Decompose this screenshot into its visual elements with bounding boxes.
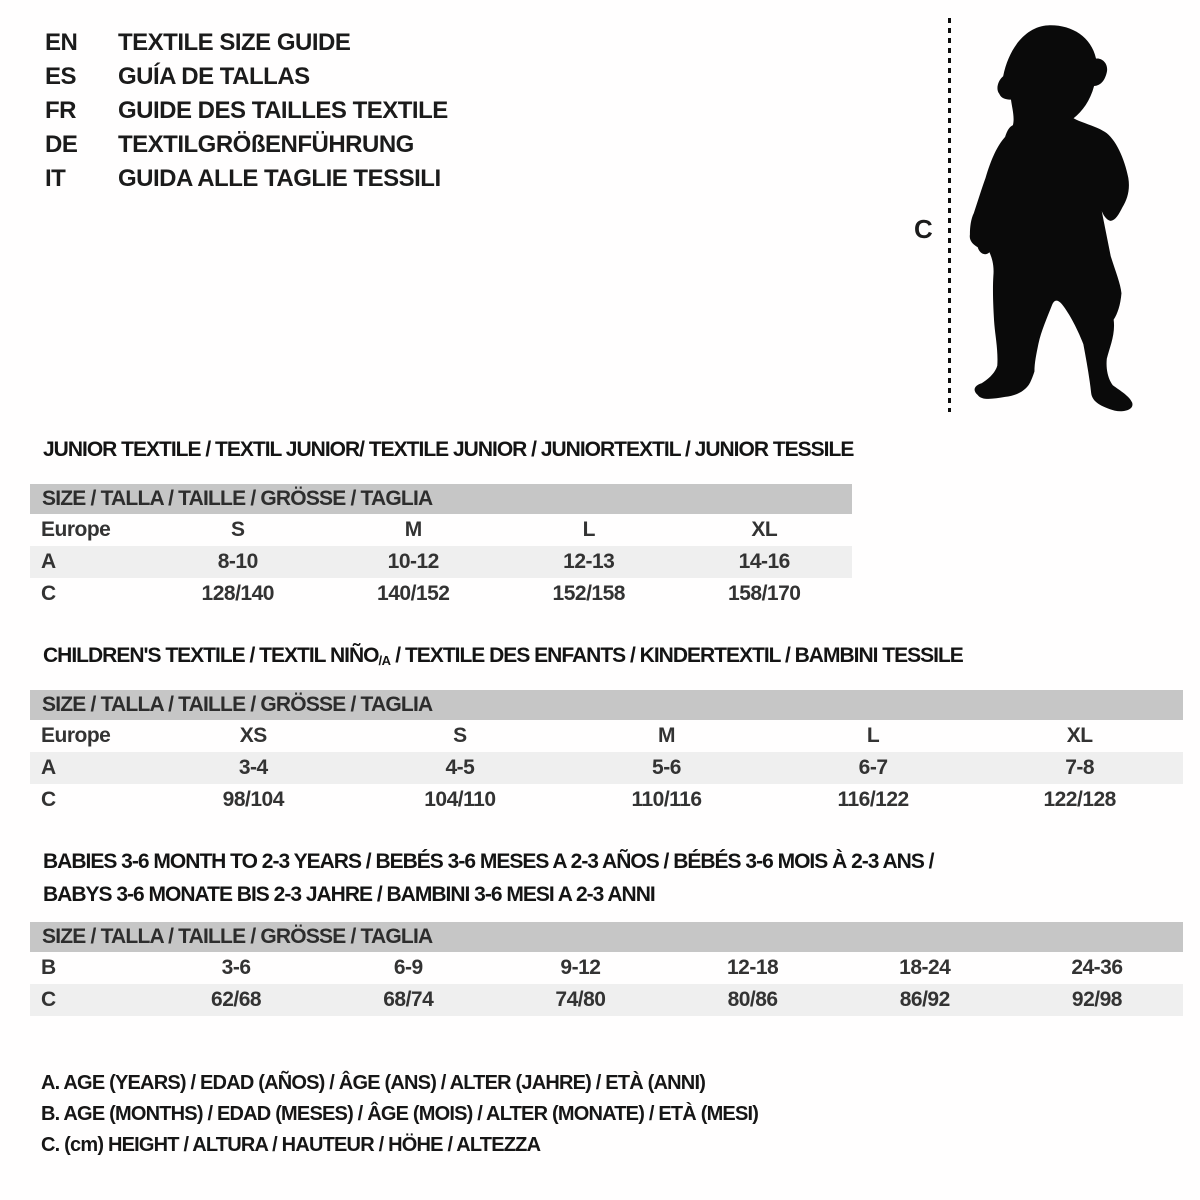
table-cell: 122/128 [1043,788,1116,811]
row-label: Europe [41,724,111,747]
children-size-table [30,690,1183,816]
babies-heading-line1: BABIES 3-6 MONTH TO 2-3 YEARS / BEBÉS 3-6 MESES A 2-3 AÑOS / BÉBÉS 3-6 MOIS À 2-3 ANS / [43,850,934,873]
table-cell: 3-6 [221,956,251,979]
language-code: DE [45,131,78,158]
language-row [45,60,448,94]
table-cell: M [657,724,675,747]
row-label: A [41,756,56,779]
height-measure-label: C [914,214,933,244]
language-title: GUIDA ALLE TAGLIE TESSILI [118,165,441,192]
table-cell: XS [239,724,267,747]
table-cell: 74/80 [555,988,606,1011]
table-cell: XL [751,518,778,541]
row-label: Europe [41,518,111,541]
table-cell: L [582,518,595,541]
language-code: ES [45,63,77,90]
note-age-months: B. AGE (MONTHS) / EDAD (MESES) / ÂGE (MOIS) / ALTER (MONATE) / ETÀ (MESI) [41,1103,759,1125]
table-row [30,784,1183,816]
height-measure-dashed-line [948,18,951,412]
children-heading-sub: /A [378,653,391,668]
table-cell: 68/74 [383,988,434,1011]
table-cell: 92/98 [1071,988,1122,1011]
table-cell: M [404,518,422,541]
language-row [45,26,448,60]
babies-section-heading [43,845,934,911]
table-cell: 3-4 [238,756,268,779]
language-code: IT [45,165,66,192]
table-row [30,752,1183,784]
language-row [45,94,448,128]
table-cell: 18-24 [899,956,951,979]
children-section-heading [43,644,963,668]
table-cell: XL [1066,724,1093,747]
row-label: C [41,582,56,605]
junior-size-table [30,484,852,610]
table-cell: S [453,724,467,747]
size-table-header: SIZE / TALLA / TAILLE / GRÖSSE / TAGLIA [30,922,1183,952]
table-cell: 7-8 [1065,756,1095,779]
table-cell: 10-12 [387,550,439,573]
size-table-header: SIZE / TALLA / TAILLE / GRÖSSE / TAGLIA [30,484,852,514]
table-cell: 140/152 [377,582,450,605]
table-cell: 80/86 [727,988,778,1011]
table-cell: 9-12 [560,956,601,979]
row-label: C [41,788,56,811]
toddler-silhouette-icon [966,20,1142,414]
table-cell: 24-36 [1071,956,1123,979]
table-cell: 158/170 [728,582,801,605]
table-cell: 14-16 [738,550,790,573]
table-row [30,546,852,578]
table-cell: 152/158 [552,582,625,605]
table-cell: 104/110 [424,788,496,811]
table-cell: 110/116 [631,788,702,811]
table-cell: 4-5 [445,756,475,779]
language-code: FR [45,97,76,124]
language-title: GUÍA DE TALLAS [118,63,310,90]
table-cell: L [866,724,880,747]
legend-notes [41,1068,758,1161]
note-age-years: A. AGE (YEARS) / EDAD (AÑOS) / ÂGE (ANS) / ALTER (JAHRE) / ETÀ (ANNI) [41,1072,706,1094]
table-cell: 116/122 [837,788,909,811]
babies-heading-line2: BABYS 3-6 MONATE BIS 2-3 JAHRE / BAMBINI 3-6 MESI A 2-3 ANNI [43,883,655,906]
babies-size-table [30,922,1183,1016]
row-label: A [41,550,56,573]
table-cell: 8-10 [217,550,258,573]
children-heading-part2: / TEXTILE DES ENFANTS / KINDERTEXTIL / BAMBINI TESSILE [390,644,963,667]
note-height-cm: C. (cm) HEIGHT / ALTURA / HAUTEUR / HÖHE / ALTEZZA [41,1134,541,1156]
language-row [45,128,448,162]
table-cell: 98/104 [222,788,284,811]
table-row [30,514,852,546]
language-row [45,162,448,196]
language-title: TEXTILE SIZE GUIDE [118,29,351,56]
table-cell: 6-9 [393,956,423,979]
table-cell: S [230,518,245,541]
table-row [30,578,852,610]
junior-section-heading: JUNIOR TEXTILE / TEXTIL JUNIOR/ TEXTILE JUNIOR / JUNIORTEXTIL / JUNIOR TESSILE [43,438,854,461]
row-label: C [41,988,56,1011]
table-cell: 5-6 [652,756,681,779]
language-title-list [45,26,448,196]
table-cell: 86/92 [899,988,950,1011]
table-cell: 6-7 [858,756,888,779]
table-row [30,984,1183,1016]
table-cell: 12-13 [563,550,615,573]
table-row [30,720,1183,752]
size-table-header: SIZE / TALLA / TAILLE / GRÖSSE / TAGLIA [30,690,1183,720]
language-title: TEXTILGRÖßENFÜHRUNG [118,131,414,158]
language-code: EN [45,29,78,56]
language-title: GUIDE DES TAILLES TEXTILE [118,97,448,124]
table-cell: 12-18 [726,956,779,979]
children-heading-part1: CHILDREN'S TEXTILE / TEXTIL NIÑO [43,644,379,667]
row-label: B [41,956,56,979]
table-row [30,952,1183,984]
table-cell: 62/68 [211,988,262,1011]
table-cell: 128/140 [201,582,274,605]
